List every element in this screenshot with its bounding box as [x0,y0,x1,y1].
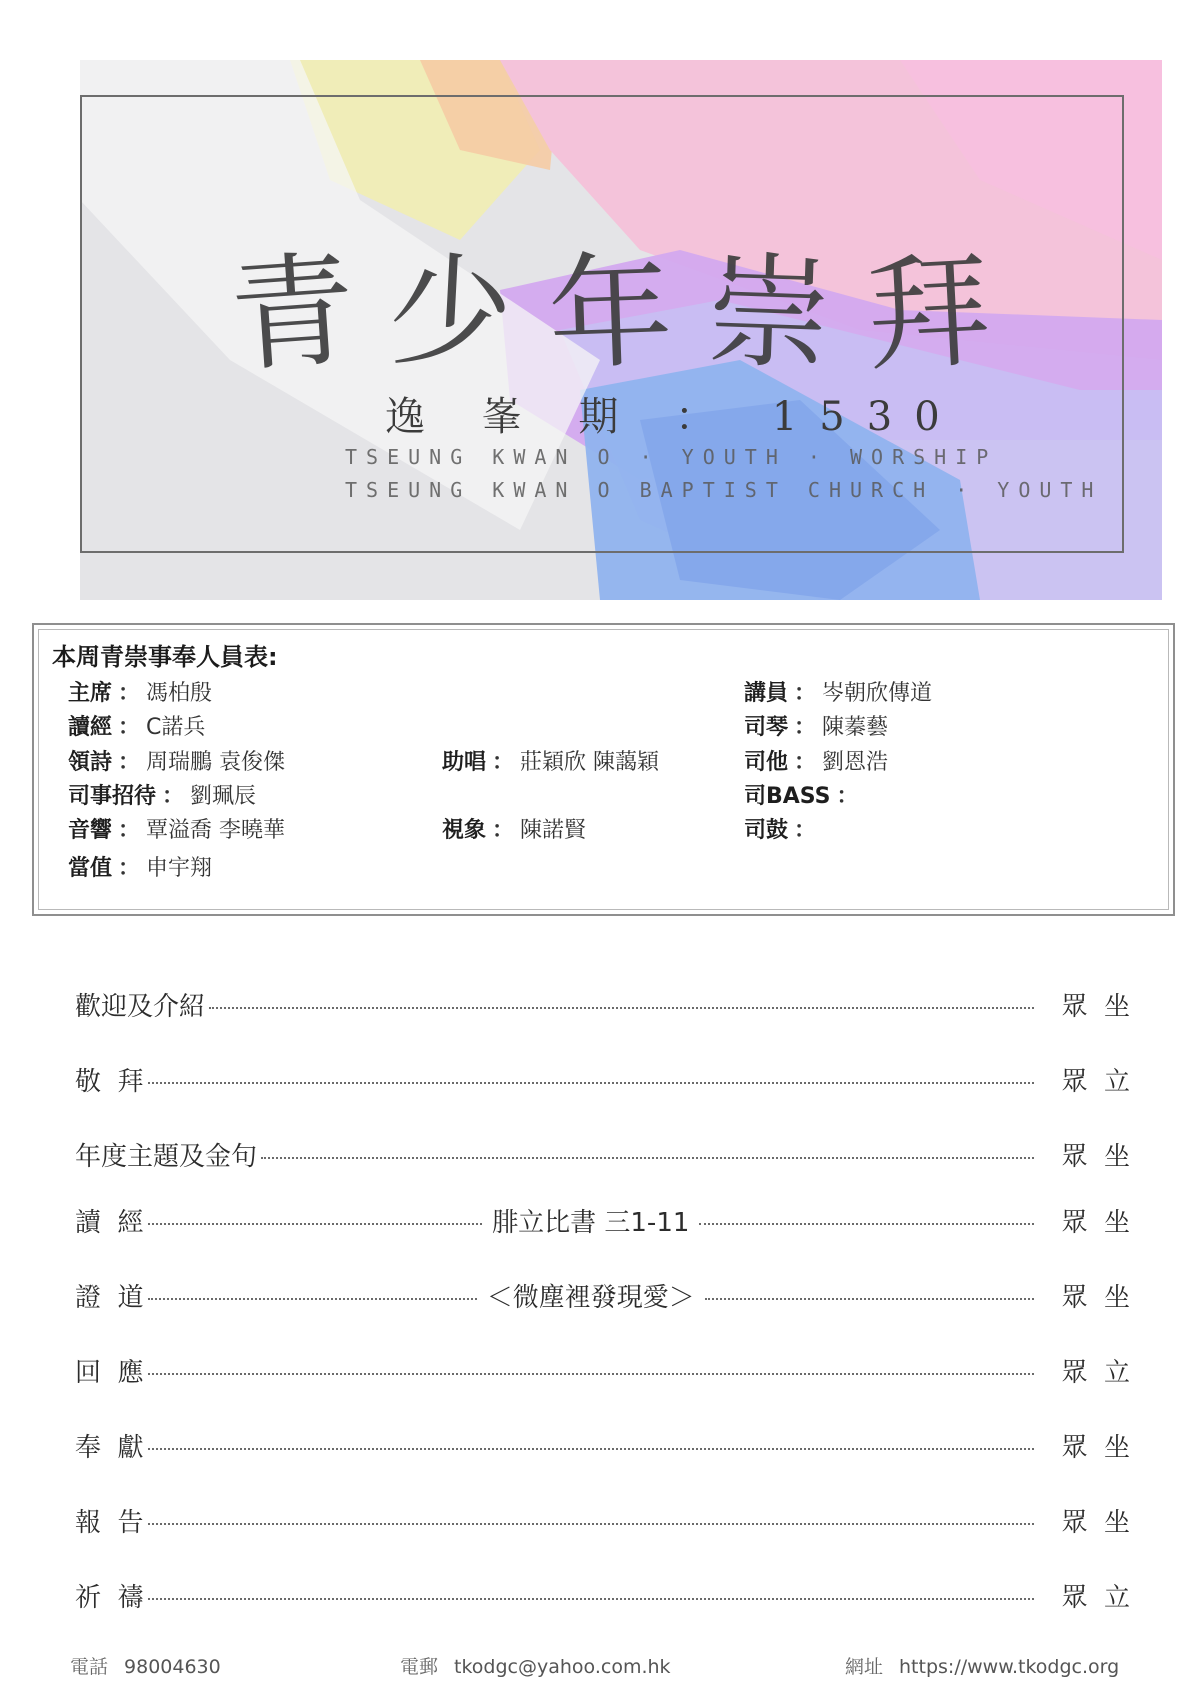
staff-separator: ： [492,750,515,775]
staff-role: 音響 [68,818,113,843]
order-item-posture: 眾 坐 [1061,1432,1130,1463]
leader-dots [148,1373,1034,1375]
order-item-name: 祈 禱 [75,1582,144,1613]
footer-email[interactable] [400,1652,671,1679]
leader-dots [705,1298,1034,1300]
staff-names: 陳諾賢 [520,818,587,843]
order-item-response [75,1350,1130,1390]
staff-on-duty [68,851,212,882]
order-item-name: 讀 經 [75,1207,144,1238]
footer-phone [70,1652,221,1679]
order-item-name: 證 道 [75,1282,144,1313]
leader-dots [148,1448,1034,1450]
order-item-posture: 眾 坐 [1061,1141,1130,1172]
order-item-posture: 眾 坐 [1061,1507,1130,1538]
staff-sound [68,813,285,844]
staff-role: 司他 [744,750,789,775]
staff-separator: ： [118,750,141,775]
order-item-name: 敬 拜 [75,1066,144,1097]
banner-subtitle-line-2: TSEUNG KWAN O BAPTIST CHURCH · YOUTH [345,478,1103,502]
staff-separator: ： [794,818,817,843]
staff-speaker [744,676,932,707]
staff-heading: 本周青崇事奉人員表: [52,643,278,671]
order-item-posture: 眾 坐 [1061,991,1130,1022]
staff-role: 讀經 [68,715,113,740]
staff-names: 周瑞鵬 袁俊傑 [146,750,286,775]
order-item-posture: 眾 坐 [1061,1207,1130,1238]
order-item-offering [75,1425,1130,1465]
order-item-name: 歡迎及介紹 [75,991,206,1022]
leader-dots [148,1598,1034,1600]
issue-number: 逸 峯 期 ： 1530 [385,394,962,440]
staff-role: 司事招待 [68,784,157,809]
staff-names: 莊穎欣 陳藹穎 [520,750,660,775]
order-item-detail: ＜微塵裡發現愛＞ [486,1282,695,1313]
leader-dots [148,1523,1034,1525]
leader-dots [261,1157,1034,1159]
title-char-5: 拜 [862,238,995,390]
order-item-detail: 腓立比書 三1-11 [492,1207,690,1238]
staff-role: 司琴 [744,715,789,740]
order-item-posture: 眾 立 [1061,1066,1130,1097]
leader-dots [148,1082,1034,1084]
footer-email-value[interactable]: tkodgc@yahoo.com.hk [454,1656,671,1678]
order-item-name: 報 告 [75,1507,144,1538]
staff-separator: ： [836,784,859,809]
staff-backing-vocals [442,745,659,776]
staff-separator: ： [118,681,141,706]
order-item-annual-theme [75,1134,1130,1174]
staff-separator: ： [794,750,817,775]
staff-worship-leader [68,745,285,776]
order-item-posture: 眾 坐 [1061,1282,1131,1313]
leader-dots [148,1298,477,1300]
staff-names: 劉珮辰 [190,784,257,809]
staff-drums [744,813,822,844]
order-item-posture: 眾 立 [1061,1582,1130,1613]
staff-role: 當值 [68,856,113,881]
order-item-worship [75,1059,1130,1099]
staff-separator: ： [794,715,817,740]
staff-scripture-reader [68,710,205,741]
staff-role: 主席 [68,681,113,706]
staff-role: 講員 [744,681,789,706]
banner-subtitle-line-1: TSEUNG KWAN O · YOUTH · WORSHIP [345,445,998,469]
leader-dots [209,1007,1034,1009]
title-char-2: 少 [384,238,517,390]
staff-role: 領詩 [68,750,113,775]
staff-usher [68,779,256,810]
banner-title [225,218,995,391]
staff-separator: ： [794,681,817,706]
staff-names: 陳蓁藝 [822,715,889,740]
staff-names: 申宇翔 [146,856,213,881]
staff-separator: ： [118,818,141,843]
order-item-welcome [75,984,1130,1024]
footer-email-label: 電郵 [400,1656,439,1678]
staff-names: 覃溢喬 李曉華 [146,818,286,843]
order-item-announcements [75,1500,1130,1540]
footer-phone-label: 電話 [70,1656,109,1678]
footer-website-value[interactable]: https://www.tkodgc.org [899,1656,1120,1678]
title-char-1: 青 [225,237,360,391]
staff-separator: ： [162,784,185,809]
staff-separator: ： [492,818,515,843]
order-item-sermon [75,1275,1130,1315]
order-item-prayer [75,1575,1130,1615]
staff-guitar [744,745,888,776]
order-item-scripture-reading [75,1200,1130,1240]
staff-names: 馮柏殷 [146,681,213,706]
order-item-name: 回 應 [75,1357,144,1388]
staff-role: 助唱 [442,750,487,775]
title-char-3: 年 [545,239,675,389]
staff-pianist [744,710,888,741]
staff-chairperson [68,676,212,707]
staff-separator: ： [118,856,141,881]
leader-dots [699,1223,1034,1225]
order-item-name: 年度主題及金句 [75,1141,258,1172]
staff-names: 劉恩浩 [822,750,889,775]
staff-separator: ： [118,715,141,740]
staff-role: 司鼓 [744,818,789,843]
footer-phone-value: 98004630 [124,1656,221,1678]
leader-dots [148,1223,483,1225]
staff-role: 司BASS [744,784,831,809]
staff-names: 岑朝欣傳道 [822,681,933,706]
order-item-name: 奉 獻 [75,1432,144,1463]
footer-website-label: 網址 [845,1656,884,1678]
footer-website[interactable] [845,1652,1119,1679]
staff-role: 視象 [442,818,487,843]
order-item-posture: 眾 立 [1061,1357,1130,1388]
staff-visuals [442,813,586,844]
staff-names: C諾兵 [146,715,206,740]
staff-bass [744,779,865,810]
title-char-4: 崇 [704,239,834,389]
